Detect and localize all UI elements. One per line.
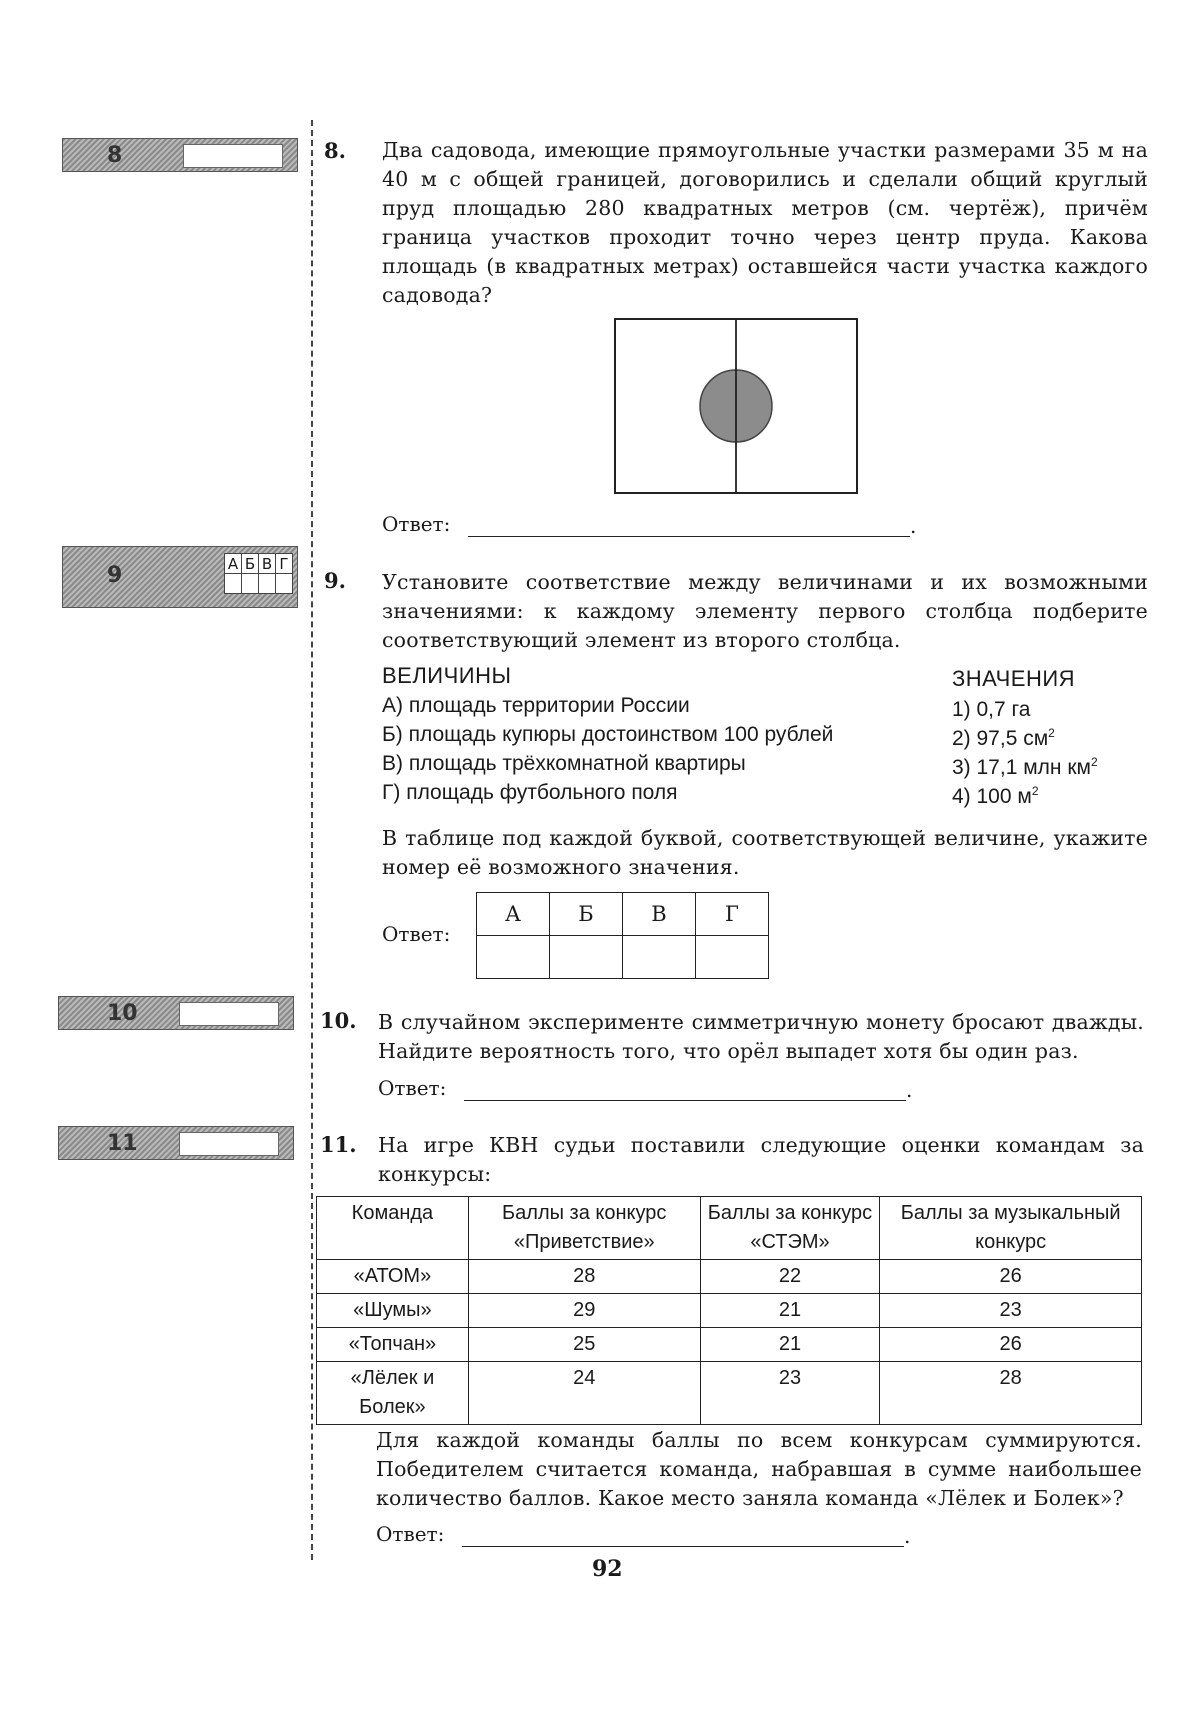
- table-row: [317, 1328, 1142, 1362]
- answer-box-field[interactable]: [179, 1002, 279, 1026]
- scores-header: Команда: [317, 1197, 469, 1260]
- answer-label: Ответ:: [378, 1076, 447, 1100]
- table-row: [317, 1362, 1142, 1425]
- question-text: В случайном эксперименте симметричную монету бросают дважды. Найдите вероятность того, что орёл выпадет хотя бы один раз.: [378, 1010, 1144, 1063]
- answer-box-11: [58, 1126, 294, 1160]
- answer-line[interactable]: [468, 536, 910, 537]
- answer-table-cell[interactable]: [696, 936, 769, 979]
- question-followup-text: Для каждой команды баллы по всем конкурсам суммируются. Победителем считается команда, набравшая в сумме наибольшее количество баллов. Какое место заняла команда «Лёлек и Болек»?: [376, 1428, 1142, 1510]
- table-row: [317, 1294, 1142, 1328]
- cut-line: [311, 120, 313, 1560]
- answer-table-cell[interactable]: [623, 936, 696, 979]
- answer-box-number: 8: [107, 143, 123, 168]
- answer-table-header: А: [477, 893, 550, 936]
- answer-box-number: 11: [107, 1131, 138, 1156]
- quantity-item: А) площадь территории России: [382, 694, 690, 717]
- answer-box-8: [62, 138, 298, 172]
- quantity-item: Б) площадь купюры достоинством 100 рублей: [382, 723, 834, 746]
- answer-label: Ответ:: [382, 512, 451, 536]
- question-text: На игре КВН судьи поставили следующие оценки командам за конкурсы:: [378, 1133, 1144, 1186]
- grid-letter: Г: [276, 554, 293, 574]
- question-number: 8.: [324, 138, 346, 163]
- score-cell: 26: [880, 1328, 1142, 1362]
- score-cell: 21: [700, 1294, 880, 1328]
- value-item: 4) 100 $м^2$: [952, 784, 1039, 808]
- score-cell: 23: [880, 1294, 1142, 1328]
- answer-table-cell[interactable]: [477, 936, 550, 979]
- question-text: Два садовода, имеющие прямоугольные участки размерами 35 м на 40 м с общей границей, договорились и сделали общий круглый пруд площадью 280 квадратных метров (см. чертёж), причём граница участков проходит точно через центр пруда. Какова площадь (в квадратных метрах) оставшейся части участка каждого садовода?: [382, 138, 1148, 307]
- score-cell: 28: [880, 1362, 1142, 1425]
- question-number: 10.: [320, 1008, 357, 1033]
- question-number: 9.: [324, 568, 346, 593]
- score-cell: 29: [468, 1294, 700, 1328]
- value-item: 3) 17,1 млн $км^2$: [952, 755, 1098, 779]
- score-cell: 21: [700, 1328, 880, 1362]
- team-name: «Шумы»: [317, 1294, 469, 1328]
- right-column-header: ЗНАЧЕНИЯ: [952, 666, 1076, 691]
- answer-table-header: Б: [550, 893, 623, 936]
- answer-table: [476, 892, 769, 979]
- answer-box-grid: [224, 553, 293, 594]
- answer-box-9: [62, 546, 298, 608]
- page-number: 92: [592, 1556, 623, 1582]
- score-cell: 22: [700, 1260, 880, 1294]
- team-name: «АТОМ»: [317, 1260, 469, 1294]
- score-cell: 26: [880, 1260, 1142, 1294]
- answer-line[interactable]: [462, 1546, 904, 1547]
- score-cell: 28: [468, 1260, 700, 1294]
- grid-letter: А: [225, 554, 242, 574]
- quantity-item: Г) площадь футбольного поля: [382, 781, 678, 804]
- grid-cell[interactable]: [259, 574, 276, 594]
- answer-line[interactable]: [464, 1100, 906, 1101]
- answer-dot: .: [910, 514, 917, 538]
- answer-table-header: В: [623, 893, 696, 936]
- grid-letter: Б: [242, 554, 259, 574]
- grid-cell[interactable]: [225, 574, 242, 594]
- answer-box-field[interactable]: [183, 144, 283, 168]
- scores-header: Баллы за конкурс «СТЭМ»: [700, 1197, 880, 1260]
- answer-box-field[interactable]: [179, 1132, 279, 1156]
- score-cell: 25: [468, 1328, 700, 1362]
- value-item: 1) 0,7 га: [952, 698, 1031, 721]
- answer-label: Ответ:: [382, 922, 451, 946]
- answer-label: Ответ:: [376, 1522, 445, 1546]
- grid-letter: В: [259, 554, 276, 574]
- answer-dot: .: [906, 1078, 913, 1102]
- team-name: «Топчан»: [317, 1328, 469, 1362]
- score-cell: 23: [700, 1362, 880, 1425]
- score-cell: 24: [468, 1362, 700, 1425]
- answer-table-cell[interactable]: [550, 936, 623, 979]
- answer-box-number: 10: [107, 1001, 138, 1026]
- scores-header: Баллы за музыкальный конкурс: [880, 1197, 1142, 1260]
- answer-table-header: Г: [696, 893, 769, 936]
- pond-drawing: [614, 318, 860, 496]
- value-item: 2) 97,5 $см^2$: [952, 726, 1055, 750]
- left-column-header: ВЕЛИЧИНЫ: [382, 663, 512, 688]
- question-text: Установите соответствие между величинами и их возможными значениями: к каждому элементу первого столбца подберите соответствующий элемент из второго столбца.: [382, 570, 1148, 652]
- answer-dot: .: [904, 1524, 911, 1548]
- scores-table: [316, 1196, 1142, 1425]
- scores-header: Баллы за конкурс «Приветствие»: [468, 1197, 700, 1260]
- quantity-item: В) площадь трёхкомнатной квартиры: [382, 752, 746, 775]
- answer-box-number: 9: [107, 563, 123, 588]
- team-name: «Лёлек и Болек»: [317, 1362, 469, 1425]
- question-number: 11.: [320, 1132, 357, 1157]
- grid-cell[interactable]: [276, 574, 293, 594]
- table-row: [317, 1260, 1142, 1294]
- answer-box-10: [58, 996, 294, 1030]
- instruction-text: В таблице под каждой буквой, соответствующей величине, укажите номер её возможного значения.: [382, 826, 1148, 879]
- grid-cell[interactable]: [242, 574, 259, 594]
